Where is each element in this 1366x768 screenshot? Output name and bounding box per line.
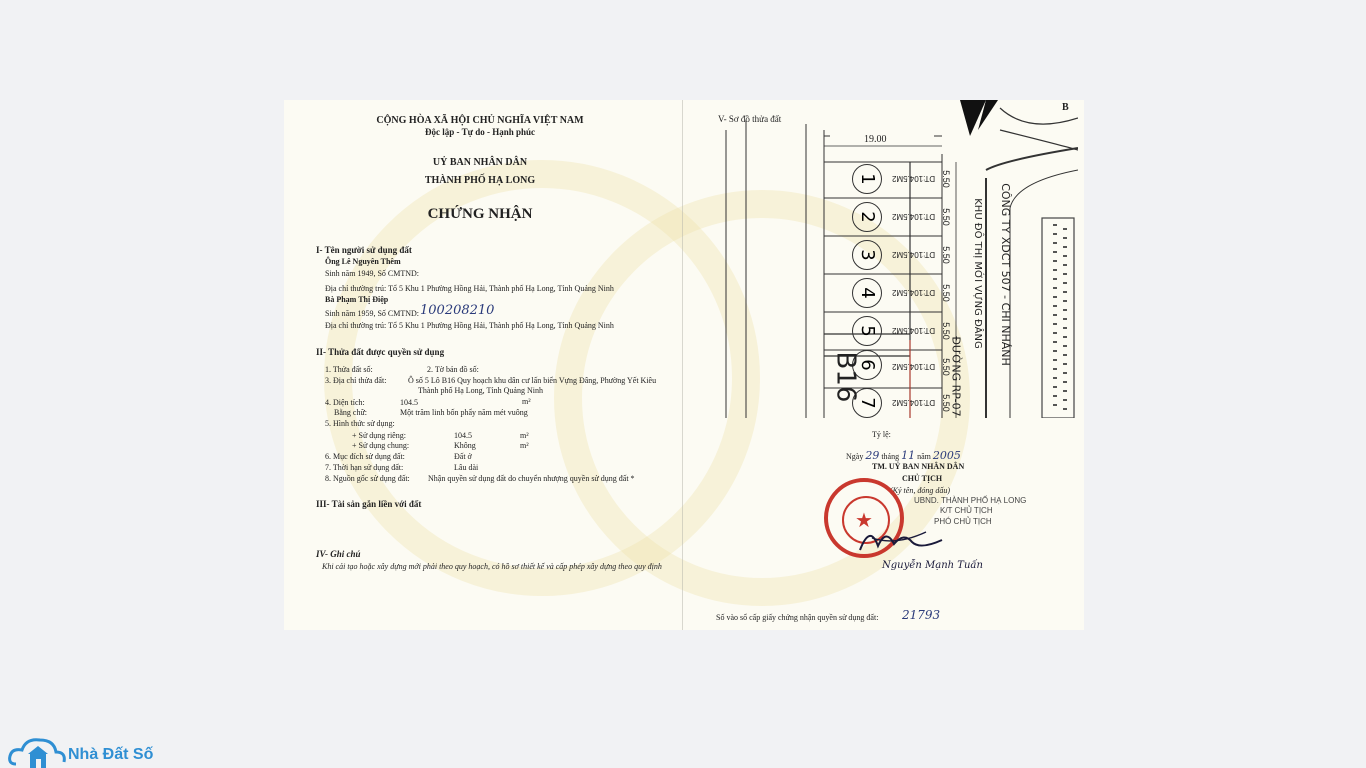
item7-value: Lâu dài [454,463,479,472]
item4-words-label: Bằng chữ: [334,408,367,417]
lot-area-label: DT:104.5M2 [892,326,936,335]
lot-marker: 6 [852,350,882,380]
official-seal: ★ [824,478,904,558]
motto: Độc lập - Tự do - Hạnh phúc [424,127,535,137]
lot-area-label: DT:104.5M2 [892,212,936,221]
item4-value: 104.5 [400,398,418,407]
issuer-line2: THÀNH PHỐ HẠ LONG [424,175,536,186]
frontage-label: 5.50 [940,358,951,376]
person2-id-handwritten: 100208210 [420,303,495,318]
lot-area-label: DT:104.5M2 [892,362,936,371]
frontage-label: 5.50 [940,208,951,226]
block-label: B16 [830,351,861,403]
issuer-line1: UỶ BAN NHÂN DÂN [432,157,528,168]
item8-value: Nhận quyền sử dụng đất do chuyển nhượng quyền sử dụng đất * [428,474,635,483]
item5b-unit: m² [520,441,529,450]
item5b-value: Không [454,441,476,450]
plot-width-label: 19.00 [864,134,887,145]
register-number: 21793 [902,608,941,622]
person2-address: Địa chỉ thường trú: Tổ 5 Khu 1 Phường Hồng Hải, Thành phố Hạ Long, Tỉnh Quảng Ninh [325,321,614,330]
date-year-label: năm [917,452,931,461]
lot-marker: 2 [852,202,882,232]
frontage-label: 5.50 [940,284,951,302]
item2: 2. Tờ bản đồ số: [427,365,479,374]
frontage-label: 5.50 [940,394,951,412]
item5a-label: + Sử dụng riêng: [352,431,406,440]
sign-hint: (Ký tên, đóng dấu) [890,486,950,495]
lot-area-label: DT:104.5M2 [892,250,936,259]
frontage-label: 5.50 [940,246,951,264]
lot-area-label: DT:104.5M2 [892,174,936,183]
item3-value-line1: Ô số 5 Lô B16 Quy hoạch khu dân cư lấn biển Vựng Đâng, Phường Yết Kiêu [408,376,657,385]
section2-heading: II- Thửa đất được quyền sử dụng [316,347,445,357]
item5a-value: 104.5 [454,431,472,440]
signature [856,520,946,556]
item5b-label: + Sử dụng chung: [352,441,410,450]
certificate-document [284,100,1084,630]
person1-birth: Sinh năm 1949, Số CMTND: [325,269,420,278]
item5a-unit: m² [520,431,529,440]
person1-name: Ông Lê Nguyên Thêm [325,257,401,266]
national-title: CỘNG HÒA XÃ HỘI CHỦ NGHĨA VIỆT NAM [376,115,584,126]
item8-label: 8. Nguồn gốc sử dụng đất: [325,474,410,483]
date-prefix: Ngày [846,452,864,461]
lot-area-label: DT:104.5M2 [892,398,936,407]
document-title: CHỨNG NHẬN [427,206,533,222]
company-label-line2: KHU ĐÔ THỊ MỚI VỰNG ĐÂNG [971,198,983,349]
item4-words: Một trăm linh bốn phẩy năm mét vuông [400,408,528,417]
person2-birth: Sinh năm 1959, Số CMTND: [325,309,420,318]
stamp-line1: UBND. THÀNH PHỐ HẠ LONG [914,496,1027,505]
item5: 5. Hình thức sử dụng: [325,419,395,428]
brand-logo[interactable] [8,734,158,768]
lot-marker: 4 [852,278,882,308]
item4-unit: m² [522,397,531,406]
person2-name: Bà Phạm Thị Điệp [325,295,389,304]
plot-diagram [724,100,1078,418]
lot-marker: 7 [852,388,882,418]
date-year: 2005 [932,449,961,462]
item3-label: 3. Địa chỉ thửa đất: [325,376,387,385]
date-month: 11 [901,449,916,462]
plot-corner-letter: B [1062,102,1069,113]
company-label-line1: CÔNG TY XDCT 507 - CHI NHÁNH [998,183,1012,366]
frontage-label: 5.50 [940,322,951,340]
brand-name: Nhà Đất Số [68,746,154,763]
lot-marker: 3 [852,240,882,270]
sign-line1: TM. UỶ BAN NHÂN DÂN [872,462,965,471]
section4-note: Khi cải tạo hoặc xây dựng mới phải theo quy hoạch, có hồ sơ thiết kế và cấp phép xây dựng theo quy định [322,562,662,571]
lot-marker: 1 [852,164,882,194]
scale-label: Tỷ lệ: [872,430,891,439]
sign-line2: CHỦ TỊCH [902,474,943,483]
signer-name: Nguyễn Mạnh Tuấn [882,560,983,571]
house-cloud-icon [8,734,66,768]
date-line [846,449,961,462]
section3-heading: III- Tài sản gắn liền với đất [316,499,422,509]
register-label: Số vào sổ cấp giấy chứng nhận quyền sử dụng đất: [716,613,879,622]
item7-label: 7. Thời hạn sử dụng đất: [325,463,404,472]
frontage-label: 5.50 [940,170,951,188]
stamp-line2: K/T CHỦ TỊCH [940,506,993,515]
item4-label: 4. Diện tích: [325,398,365,407]
item1: 1. Thửa đất số: [325,365,373,374]
item6-value: Đất ở [454,452,472,461]
section5-heading: V- Sơ đồ thửa đất [718,114,782,124]
road-label: ĐƯỜNG RP-07 [949,336,963,417]
page-fold [682,100,683,630]
date-month-label: tháng [881,452,900,461]
person1-address: Địa chỉ thường trú: Tổ 5 Khu 1 Phường Hồng Hải, Thành phố Hạ Long, Tỉnh Quảng Ninh [325,284,614,293]
lot-area-label: DT:104.5M2 [892,288,936,297]
date-day: 29 [865,449,880,462]
section1-heading: I- Tên người sử dụng đất [316,245,412,255]
stamp-line3: PHÓ CHỦ TỊCH [934,517,992,526]
item3-value-line2: Thành phố Hạ Long, Tỉnh Quảng Ninh [418,386,543,395]
item6-label: 6. Mục đích sử dụng đất: [325,452,405,461]
lot-marker: 5 [852,316,882,346]
section4-heading: IV- Ghi chú [316,549,361,559]
